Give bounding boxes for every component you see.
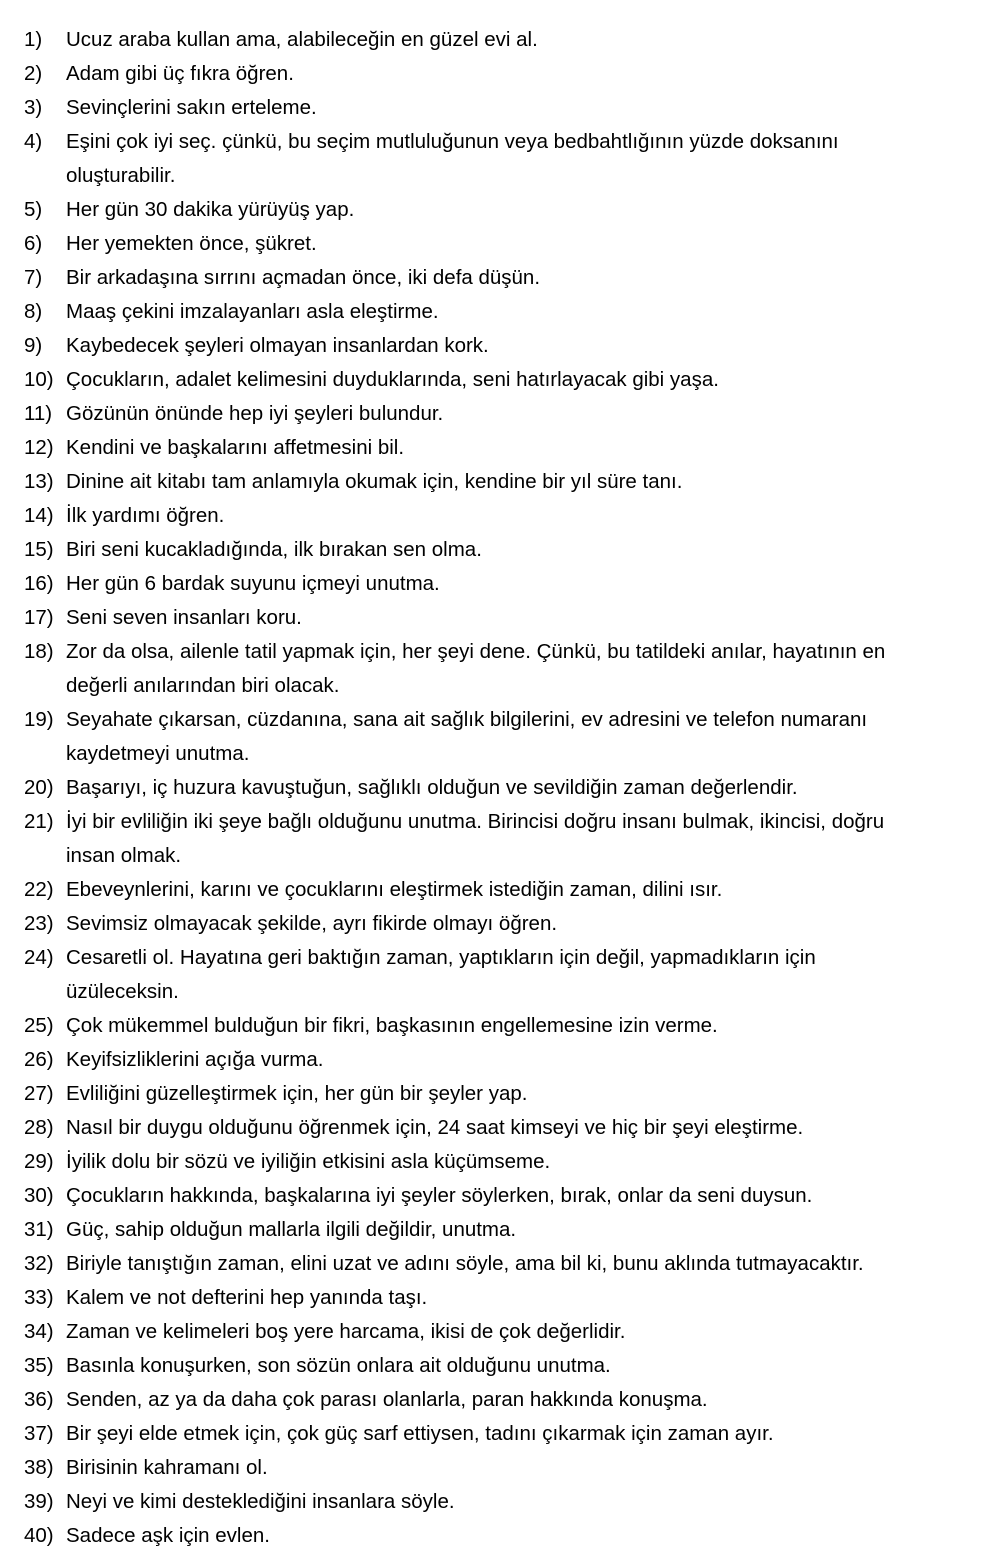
item-text: Dinine ait kitabı tam anlamıyla okumak için, kendine bir yıl süre tanı. (66, 470, 683, 493)
list-item (0, 1111, 1005, 1145)
item-text: Maaş çekini imzalayanları asla eleştirme. (66, 300, 439, 323)
item-text: İyi bir evliliğin iki şeye bağlı olduğunu unutma. Birincisi doğru insanı bulmak, ikincisi, doğru (66, 810, 885, 833)
item-text: Seni seven insanları koru. (66, 606, 302, 629)
item-text-continued: değerli anılarından biri olacak. (66, 674, 340, 697)
item-text: Kaybedecek şeyleri olmayan insanlardan kork. (66, 334, 489, 357)
item-number: 22) (24, 878, 54, 901)
list-item (0, 1145, 1005, 1179)
item-number: 5) (24, 198, 43, 221)
item-number: 7) (24, 266, 43, 289)
item-number: 32) (24, 1252, 54, 1275)
item-text: Bir şeyi elde etmek için, çok güç sarf ettiysen, tadını çıkarmak için zaman ayır. (66, 1422, 774, 1445)
item-text: Her yemekten önce, şükret. (66, 232, 317, 255)
list-item (0, 1247, 1005, 1281)
list-item (0, 363, 1005, 397)
item-text: Sevimsiz olmayacak şekilde, ayrı fikirde olmayı öğren. (66, 912, 558, 935)
item-text: Kalem ve not defterini hep yanında taşı. (66, 1286, 428, 1309)
item-number: 23) (24, 912, 54, 935)
item-text: Nasıl bir duygu olduğunu öğrenmek için, 24 saat kimseyi ve hiç bir şeyi eleştirme. (66, 1116, 804, 1139)
item-text: Her gün 6 bardak suyunu içmeyi unutma. (66, 572, 440, 595)
item-number: 10) (24, 368, 54, 391)
item-number: 36) (24, 1388, 54, 1411)
list-item (0, 57, 1005, 91)
item-text-continued: oluşturabilir. (66, 164, 176, 187)
item-text: Güç, sahip olduğun mallarla ilgili değildir, unutma. (66, 1218, 517, 1241)
list-item (0, 397, 1005, 431)
item-text: Senden, az ya da daha çok parası olanlarla, paran hakkında konuşma. (66, 1388, 708, 1411)
item-text: Seyahate çıkarsan, cüzdanına, sana ait sağlık bilgilerini, ev adresini ve telefon numaranı (66, 708, 868, 731)
item-number: 12) (24, 436, 54, 459)
list-item (0, 91, 1005, 125)
list-item (0, 1383, 1005, 1417)
item-number: 31) (24, 1218, 54, 1241)
item-text: Cesaretli ol. Hayatına geri baktığın zaman, yaptıkların için değil, yapmadıkların için (66, 946, 816, 969)
item-text: Keyifsizliklerini açığa vurma. (66, 1048, 324, 1071)
item-text-continued: kaydetmeyi unutma. (66, 742, 250, 765)
item-number: 35) (24, 1354, 54, 1377)
item-text: Eşini çok iyi seç. çünkü, bu seçim mutluluğunun veya bedbahtlığının yüzde doksanını (66, 130, 839, 153)
list-item (0, 907, 1005, 941)
list-item (0, 193, 1005, 227)
list-item (0, 1451, 1005, 1485)
item-number: 39) (24, 1490, 54, 1513)
list-item (0, 601, 1005, 635)
item-number: 25) (24, 1014, 54, 1037)
list-item (0, 703, 1005, 771)
item-text: Evliliğini güzelleştirmek için, her gün bir şeyler yap. (66, 1082, 528, 1105)
item-text-continued: insan olmak. (66, 844, 182, 867)
list-item (0, 771, 1005, 805)
list-item (0, 1485, 1005, 1519)
item-number: 29) (24, 1150, 54, 1173)
item-text: Neyi ve kimi desteklediğini insanlara söyle. (66, 1490, 455, 1513)
item-text: Adam gibi üç fıkra öğren. (66, 62, 294, 85)
item-number: 11) (24, 402, 53, 425)
item-text: Gözünün önünde hep iyi şeyleri bulundur. (66, 402, 444, 425)
item-number: 16) (24, 572, 54, 595)
list-item (0, 1077, 1005, 1111)
list-item (0, 1281, 1005, 1315)
item-number: 24) (24, 946, 54, 969)
item-number: 3) (24, 96, 43, 119)
item-number: 18) (24, 640, 54, 663)
item-text: Ebeveynlerini, karını ve çocuklarını eleştirmek istediğin zaman, dilini ısır. (66, 878, 723, 901)
item-number: 38) (24, 1456, 54, 1479)
list-item (0, 295, 1005, 329)
list-item (0, 1349, 1005, 1383)
item-number: 8) (24, 300, 43, 323)
list-item (0, 1213, 1005, 1247)
list-item (0, 567, 1005, 601)
list-item (0, 941, 1005, 1009)
item-number: 17) (24, 606, 54, 629)
item-text: Çok mükemmel bulduğun bir fikri, başkasının engellemesine izin verme. (66, 1014, 718, 1037)
item-number: 26) (24, 1048, 54, 1071)
list-item (0, 533, 1005, 567)
list-item (0, 1179, 1005, 1213)
list-item (0, 1043, 1005, 1077)
list-item (0, 431, 1005, 465)
item-number: 40) (24, 1524, 54, 1547)
item-text: Kendini ve başkalarını affetmesini bil. (66, 436, 405, 459)
item-text: Basınla konuşurken, son sözün onlara ait olduğunu unutma. (66, 1354, 611, 1377)
item-number: 6) (24, 232, 43, 255)
item-number: 14) (24, 504, 54, 527)
item-text: Bir arkadaşına sırrını açmadan önce, iki defa düşün. (66, 266, 541, 289)
list-item (0, 23, 1005, 57)
list-item (0, 805, 1005, 873)
item-number: 27) (24, 1082, 54, 1105)
list-item (0, 329, 1005, 363)
item-number: 21) (24, 810, 54, 833)
item-number: 1) (24, 28, 43, 51)
list-item (0, 1315, 1005, 1349)
list-item (0, 465, 1005, 499)
list-item (0, 1417, 1005, 1451)
list-item (0, 1519, 1005, 1553)
item-number: 34) (24, 1320, 54, 1343)
item-text: Başarıyı, iç huzura kavuştuğun, sağlıklı olduğun ve sevildiğin zaman değerlendir. (66, 776, 798, 799)
item-number: 37) (24, 1422, 54, 1445)
item-text: Zaman ve kelimeleri boş yere harcama, ikisi de çok değerlidir. (66, 1320, 626, 1343)
item-number: 2) (24, 62, 43, 85)
item-text: İyilik dolu bir sözü ve iyiliğin etkisini asla küçümseme. (66, 1150, 551, 1173)
item-number: 28) (24, 1116, 54, 1139)
item-text: Sevinçlerini sakın erteleme. (66, 96, 317, 119)
list-item (0, 1009, 1005, 1043)
item-text: Biriyle tanıştığın zaman, elini uzat ve adını söyle, ama bil ki, bunu aklında tutmayacaktır. (66, 1252, 864, 1275)
item-text: İlk yardımı öğren. (66, 504, 225, 527)
item-text: Biri seni kucakladığında, ilk bırakan sen olma. (66, 538, 482, 561)
item-text: Birisinin kahramanı ol. (66, 1456, 268, 1479)
list-item (0, 125, 1005, 193)
item-text-continued: üzüleceksin. (66, 980, 179, 1003)
item-number: 15) (24, 538, 54, 561)
item-number: 13) (24, 470, 54, 493)
item-text: Her gün 30 dakika yürüyüş yap. (66, 198, 355, 221)
item-number: 33) (24, 1286, 54, 1309)
list-item (0, 227, 1005, 261)
item-number: 30) (24, 1184, 54, 1207)
item-text: Ucuz araba kullan ama, alabileceğin en güzel evi al. (66, 28, 538, 51)
item-number: 4) (24, 130, 43, 153)
list-item (0, 499, 1005, 533)
list-item (0, 261, 1005, 295)
item-text: Çocukların, adalet kelimesini duyduklarında, seni hatırlayacak gibi yaşa. (66, 368, 719, 391)
item-text: Çocukların hakkında, başkalarına iyi şeyler söylerken, bırak, onlar da seni duysun. (66, 1184, 813, 1207)
item-number: 9) (24, 334, 43, 357)
item-number: 20) (24, 776, 54, 799)
item-text: Zor da olsa, ailenle tatil yapmak için, her şeyi dene. Çünkü, bu tatildeki anılar, hayatının en (66, 640, 886, 663)
item-text: Sadece aşk için evlen. (66, 1524, 270, 1547)
list-item (0, 635, 1005, 703)
list-item (0, 873, 1005, 907)
item-number: 19) (24, 708, 54, 731)
